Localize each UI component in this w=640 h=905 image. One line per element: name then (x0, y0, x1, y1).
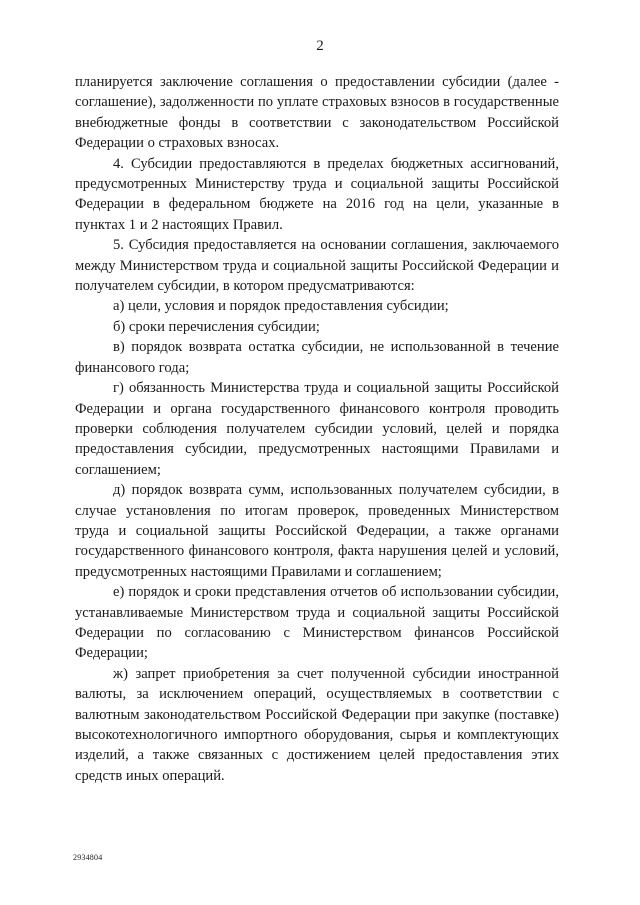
document-code: 2934804 (73, 853, 103, 862)
paragraph-item-5: 5. Субсидия предоставляется на основании соглашения, заключаемого между Министерством труда и социальной защиты Российской Федерации и получателем субсидии, в котором предусматриваются: (75, 237, 559, 295)
paragraph-continuation: планируется заключение соглашения о предоставлении субсидии (далее - соглашение), задолженности по уплате страховых взносов в государственные внебюджетные фонды в соответствии с законодательством Российской Федерации о страховых взносах. (75, 74, 559, 152)
subitem-d: д) порядок возврата сумм, использованных получателем субсидии, в случае установления по итогам проверок, проведенных Министерством труда и социальной защиты Российской Федерации, а также органами государственного финансового контроля, факта нарушения целей и условий, предусмотренных настоящими Правилами и соглашением; (75, 482, 559, 580)
document-body (75, 72, 559, 786)
subitem-b: б) сроки перечисления субсидии; (113, 318, 320, 335)
subitem-zh: ж) запрет приобретения за счет полученной субсидии иностранной валюты, за исключением операций, осуществляемых в соответствии с валютным законодательством Российской Федерации при закупке (поставке) высокотехнологичного импортного оборудования, сырья и комплектующих изделий, а также связанных с достижением целей предоставления этих средств иных операций. (75, 665, 559, 784)
subitem-v: в) порядок возврата остатка субсидии, не использованной в течение финансового года; (75, 339, 559, 376)
page-number: 2 (316, 38, 324, 54)
subitem-e: е) порядок и сроки представления отчетов об использовании субсидии, устанавливаемые Министерством труда и социальной защиты Российской Федерации по согласованию с Министерством финансов Российской Федерации; (75, 584, 559, 662)
subitem-a: а) цели, условия и порядок предоставления субсидии; (113, 298, 449, 315)
paragraph-item-4: 4. Субсидии предоставляются в пределах бюджетных ассигнований, предусмотренных Министерству труда и социальной защиты Российской Федерации в федеральном бюджете на 2016 год на цели, указанные в пунктах 1 и 2 настоящих Правил. (75, 155, 559, 233)
subitem-g: г) обязанность Министерства труда и социальной защиты Российской Федерации и органа государственного финансового контроля проводить проверки соблюдения получателем субсидии условий, целей и порядка предоставления субсидии, предусмотренных настоящими Правилами и соглашением; (75, 380, 559, 478)
